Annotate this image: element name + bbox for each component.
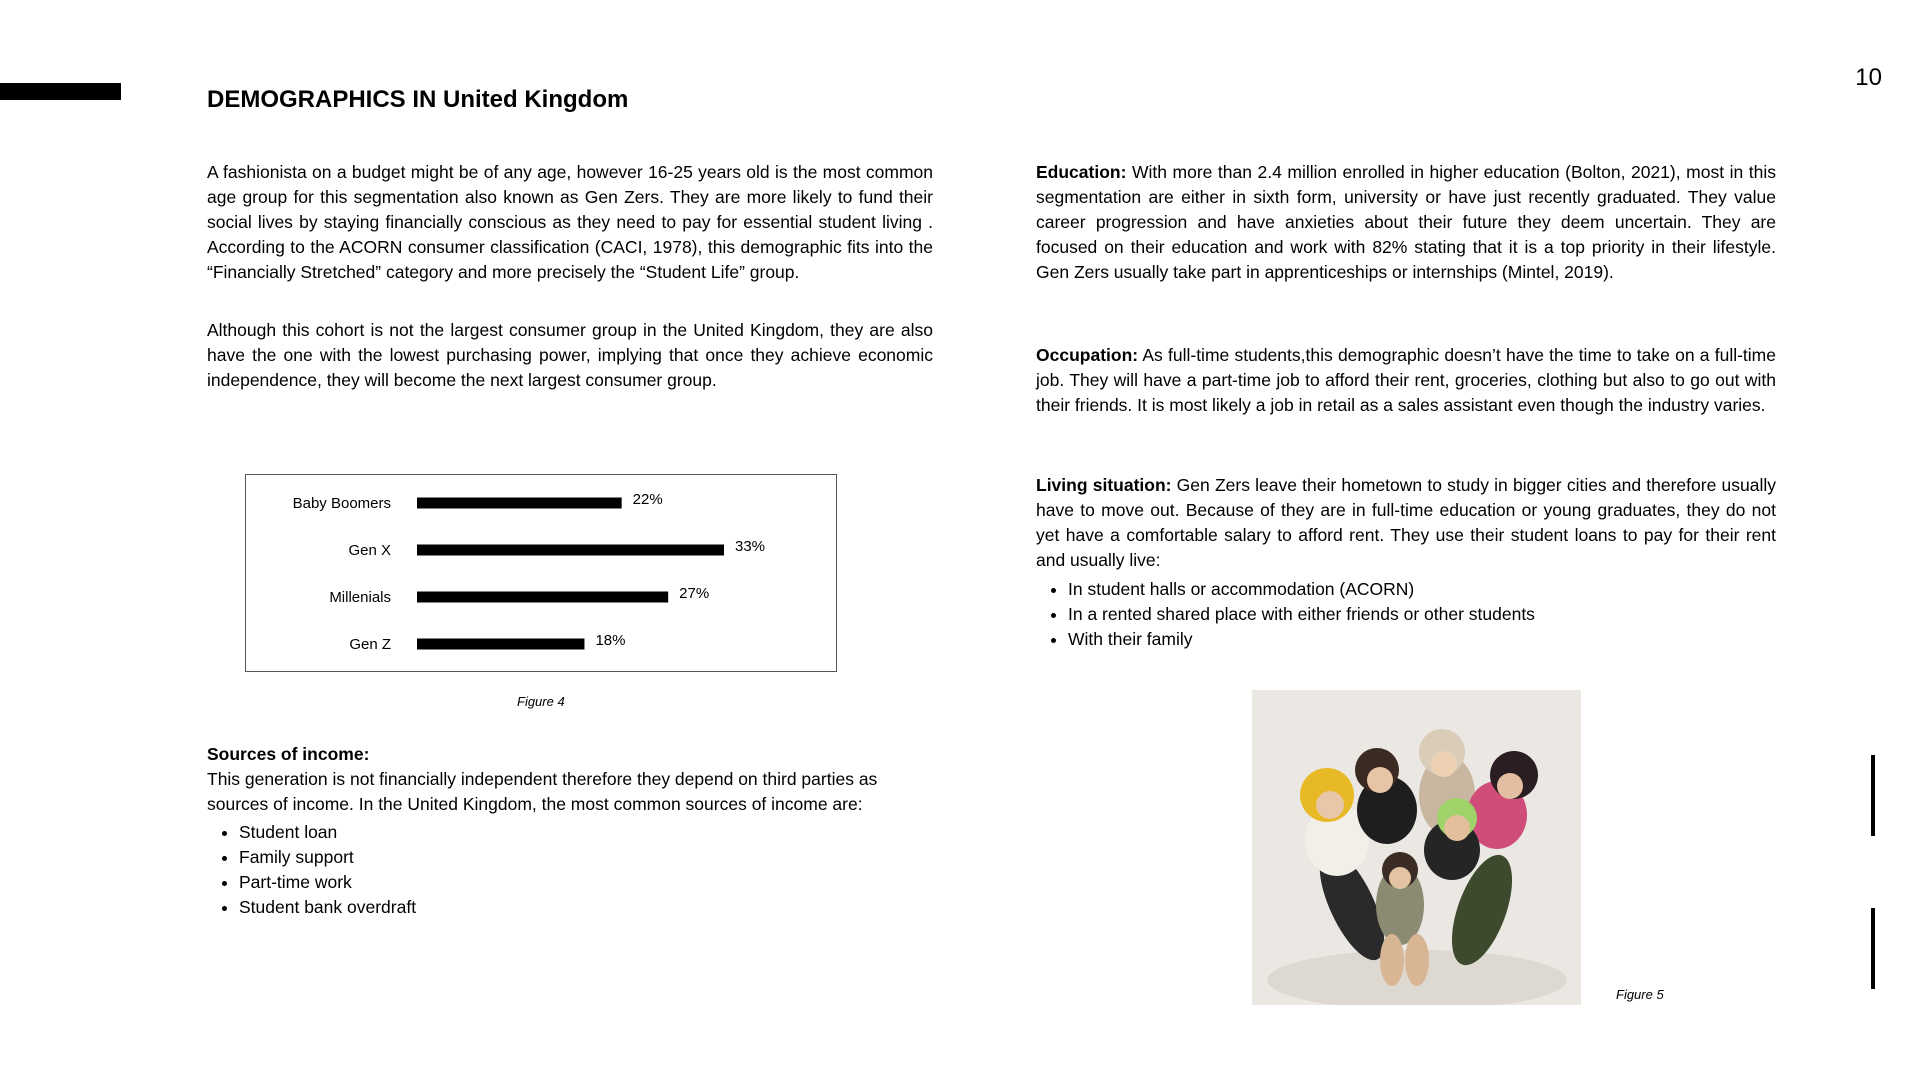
living-label: Living situation: bbox=[1036, 475, 1172, 495]
living-text: Gen Zers leave their hometown to study in bigger cities and therefore usually have to move out. Because of they are in full-time education or young graduates, they do not yet have a comfortable salary to afford rent. They use their student loans to pay for their rent and usually live: bbox=[1036, 475, 1776, 570]
figure-5-caption: Figure 5 bbox=[1616, 987, 1664, 1002]
income-heading: Sources of income: bbox=[207, 744, 370, 764]
income-list bbox=[207, 820, 933, 920]
value-label: 22% bbox=[632, 491, 663, 508]
category-label: Millenials bbox=[329, 589, 391, 606]
value-label: 27% bbox=[679, 585, 710, 602]
intro-paragraph-1: A fashionista on a budget might be of any age, however 16-25 years old is the most common age group for this segmentation also known as Gen Zers. They are more likely to fund their social lives by staying financially conscious as they need to pay for essential student living . According to the ACORN consumer classification (CACI, 1978), this demographic fits into the “Financially Stretched” category and more precisely the “Student Life” group. bbox=[207, 162, 933, 282]
living-section bbox=[1036, 473, 1776, 652]
education-label: Education: bbox=[1036, 162, 1127, 182]
category-label: Gen X bbox=[348, 542, 391, 559]
generation-bar-chart bbox=[245, 474, 837, 672]
group-photo bbox=[1252, 690, 1581, 1005]
bar bbox=[417, 592, 668, 603]
living-item: • With their family bbox=[1068, 627, 1776, 652]
income-item: • Student bank overdraft bbox=[239, 895, 933, 920]
occupation-text: As full-time students,this demographic doesn’t have the time to take on a full-time job. They will have a part-time job to afford their rent, groceries, clothing but also to go out with their friends. It is most likely a job in retail as a sales assistant even though the industry varies. bbox=[1036, 345, 1776, 415]
bar bbox=[417, 498, 622, 509]
category-label: Baby Boomers bbox=[292, 495, 391, 512]
education-text: With more than 2.4 million enrolled in higher education (Bolton, 2021), most in this segmentation are either in sixth form, university or have just recently graduated. They value career progression and have anxieties about their future they deem uncertain. They are focused on their education and work with 82% stating that it is a top priority in their lifestyle. Gen Zers usually take part in apprenticeships or internships (Mintel, 2019). bbox=[1036, 162, 1776, 282]
page-title: DEMOGRAPHICS IN United Kingdom bbox=[207, 86, 629, 113]
intro-paragraph-2: Although this cohort is not the largest consumer group in the United Kingdom, they are also have the one with the lowest purchasing power, implying that once they achieve economic independence, they will become the next largest consumer group. bbox=[207, 320, 933, 390]
living-item: • In student halls or accommodation (ACORN) bbox=[1068, 577, 1776, 602]
value-label: 33% bbox=[735, 538, 766, 555]
bar bbox=[417, 639, 584, 650]
income-item: • Student loan bbox=[239, 820, 933, 845]
income-item: • Part-time work bbox=[239, 870, 933, 895]
figure-4-caption: Figure 4 bbox=[517, 694, 565, 709]
group-photo-illustration bbox=[1252, 690, 1581, 1005]
page-number: 10 bbox=[1855, 64, 1882, 91]
living-paragraph bbox=[1036, 473, 1776, 573]
education-paragraph bbox=[1036, 160, 1776, 285]
category-label: Gen Z bbox=[349, 636, 391, 653]
occupation-paragraph bbox=[1036, 343, 1776, 418]
chart-svg bbox=[245, 474, 837, 672]
income-section bbox=[207, 742, 933, 920]
living-item: • In a rented shared place with either friends or other students bbox=[1068, 602, 1776, 627]
side-rule-lower bbox=[1871, 908, 1875, 989]
occupation-label: Occupation: bbox=[1036, 345, 1139, 365]
income-text: This generation is not financially independent therefore they depend on third parties as sources of income. In the United Kingdom, the most common sources of income are: bbox=[207, 769, 878, 814]
bar bbox=[417, 545, 724, 556]
value-label: 18% bbox=[595, 632, 626, 649]
side-rule-upper bbox=[1871, 755, 1875, 836]
living-list bbox=[1036, 577, 1776, 652]
accent-bar bbox=[0, 83, 121, 100]
income-item: • Family support bbox=[239, 845, 933, 870]
